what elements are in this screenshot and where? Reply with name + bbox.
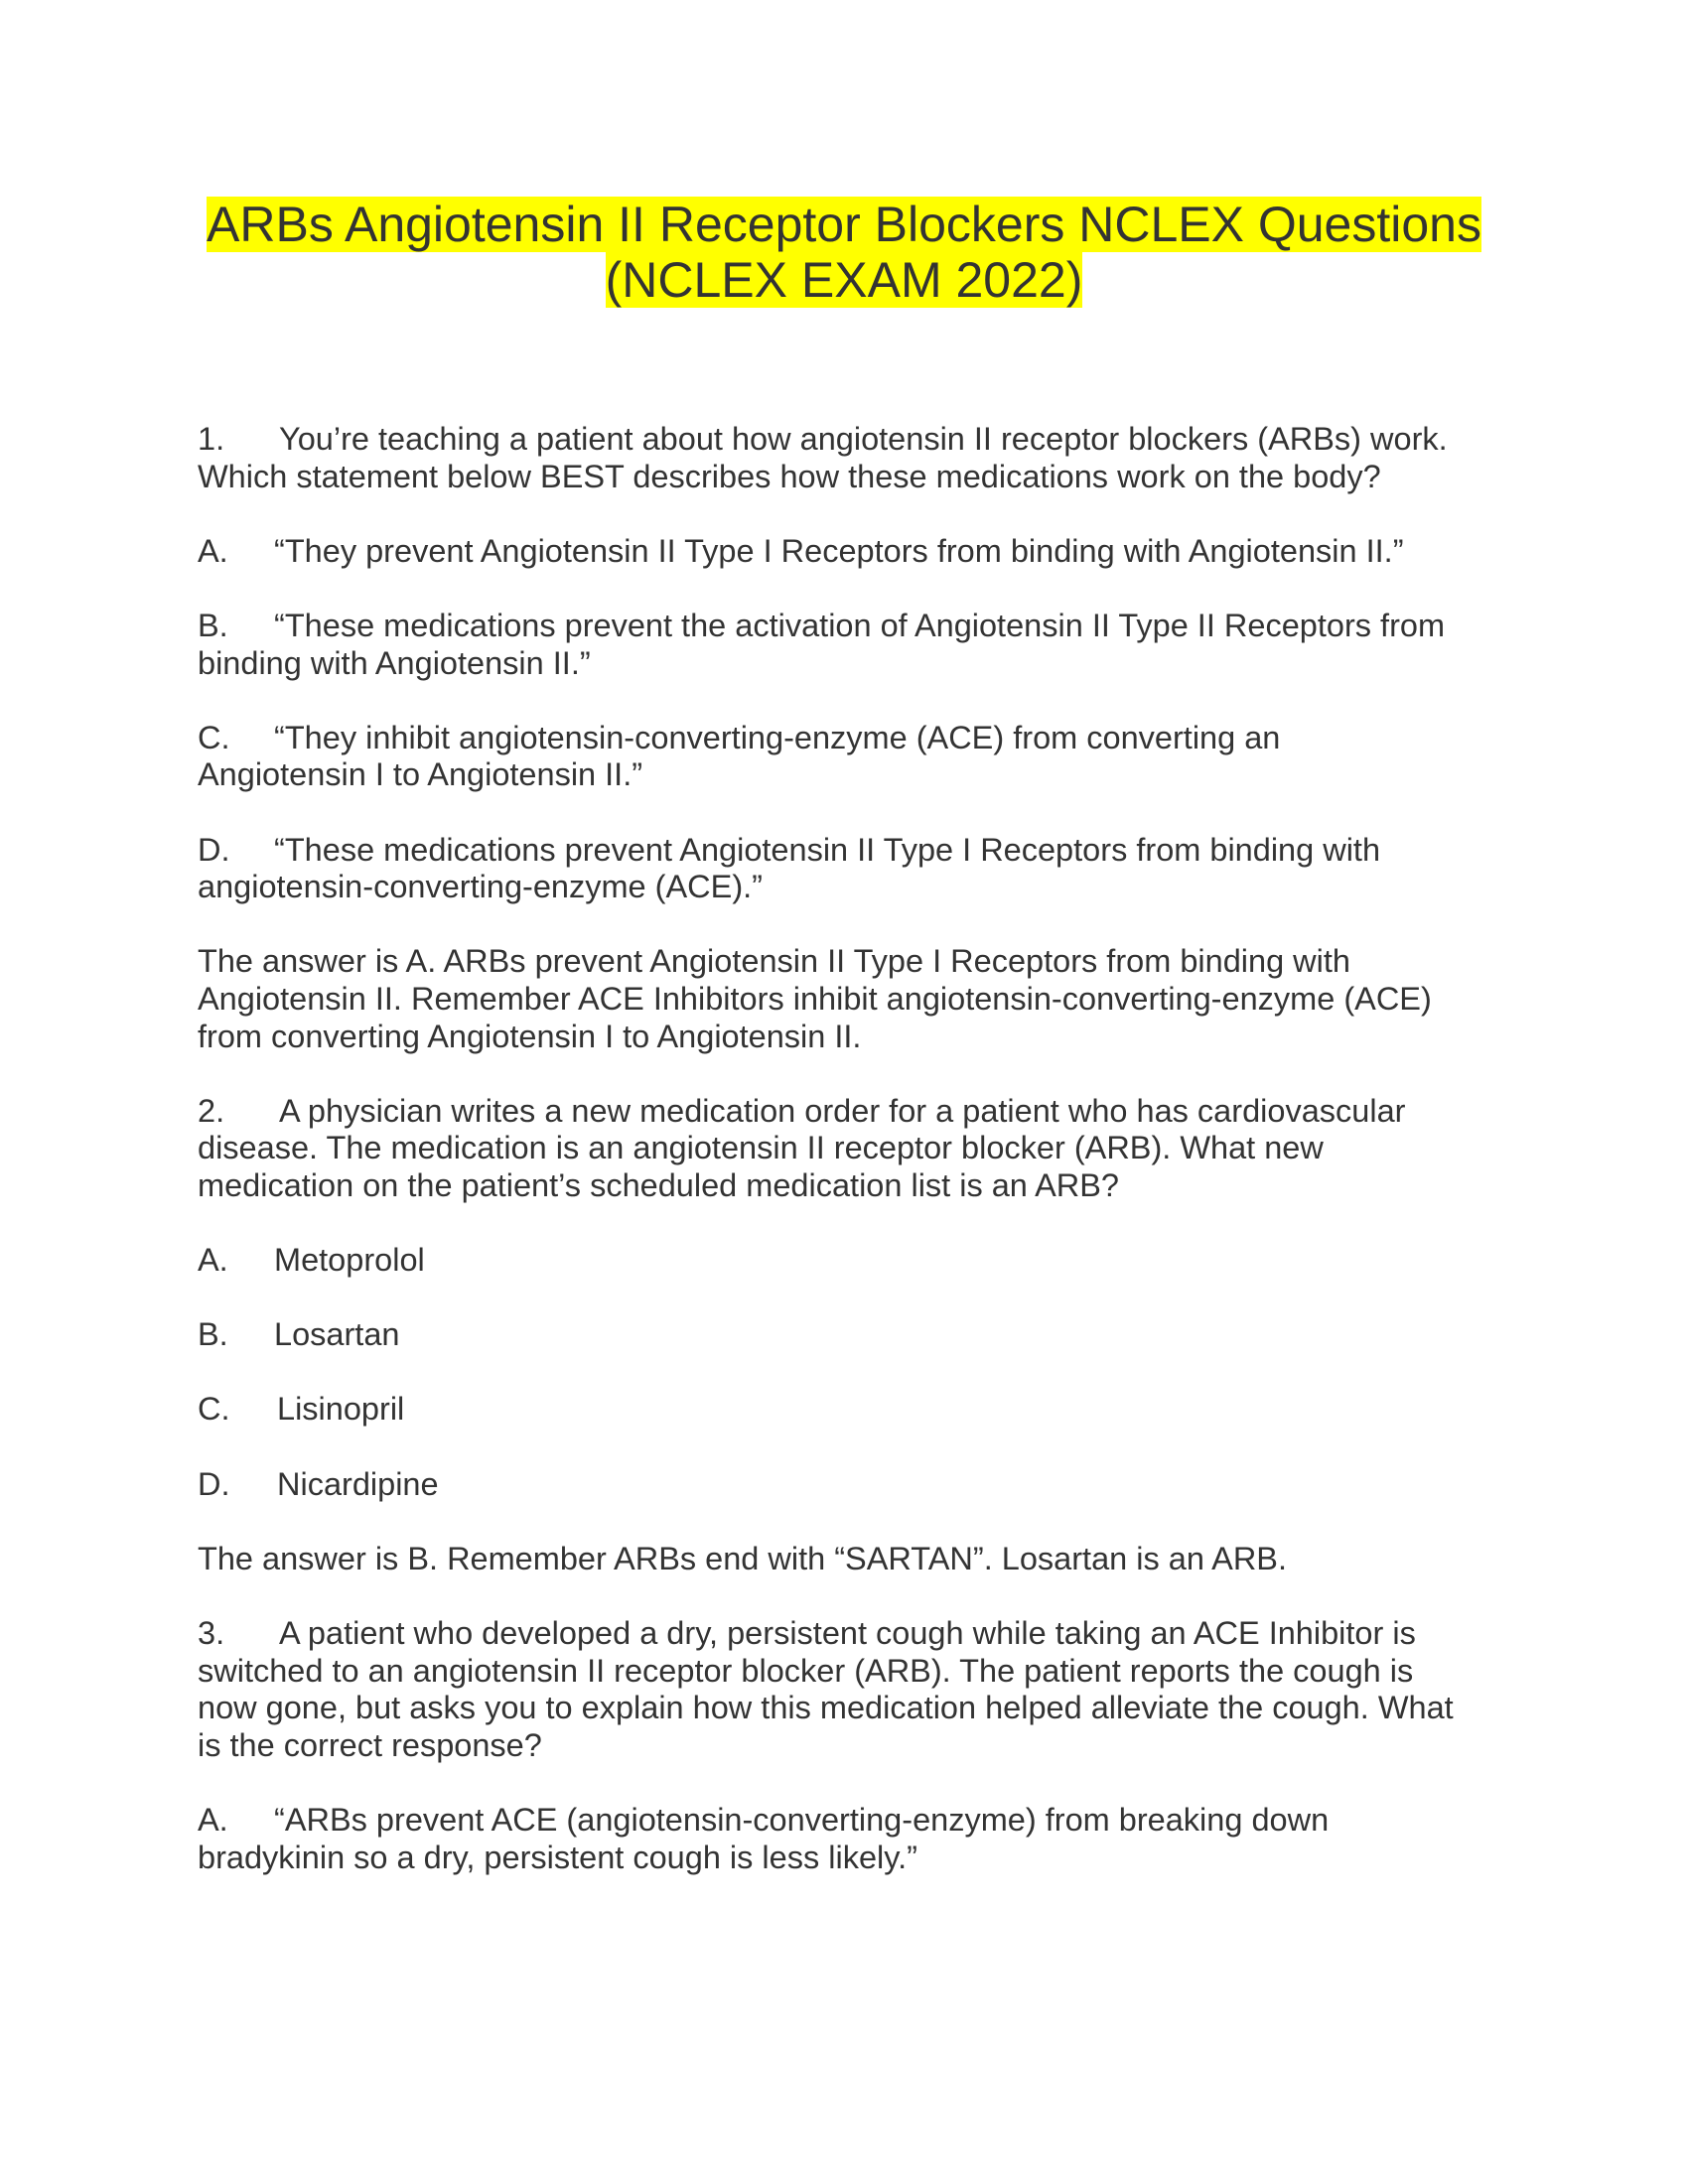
- q2-answer: The answer is B. Remember ARBs end with “SARTAN”. Losartan is an ARB.: [198, 1540, 1288, 1576]
- q1-answer: The answer is A. ARBs prevent Angiotensin II Type I Receptors from binding with Angiotensin II. Remember ACE Inhibitors inhibit angiotensin-converting-enzyme (ACE) from converting Angiotensin I to Angiotensin II.: [198, 943, 1432, 1054]
- title-line-1: ARBs Angiotensin II Receptor Blockers NCLEX Questions: [207, 197, 1481, 252]
- document-body: [198, 421, 1508, 1914]
- question-3: 3. A patient who developed a dry, persistent cough while taking an ACE Inhibitor is switched to an angiotensin II receptor blocker (ARB). The patient reports the cough is now gone, but asks you to explain how this medication helped alleviate the cough. What is the correct response?: [198, 1615, 1454, 1763]
- q2-option-b: B. Losartan: [198, 1316, 400, 1353]
- question-1: 1. You’re teaching a patient about how angiotensin II receptor blockers (ARBs) work. Which statement below BEST describes how these medications work on the body?: [198, 421, 1448, 494]
- q2-option-c: C. Lisinopril: [198, 1391, 405, 1428]
- q1-option-b: B. “These medications prevent the activation of Angiotensin II Type II Receptors from binding with Angiotensin II.”: [198, 607, 1446, 681]
- q1-option-c: C. “They inhibit angiotensin-converting-enzyme (ACE) from converting an Angiotensin I to Angiotensin II.”: [198, 719, 1281, 793]
- document-title: [0, 197, 1688, 308]
- q2-option-d: D. Nicardipine: [198, 1465, 439, 1502]
- title-line-2: (NCLEX EXAM 2022): [605, 252, 1083, 308]
- q1-option-d: D. “These medications prevent Angiotensin II Type I Receptors from binding with angiotensin-converting-enzyme (ACE).”: [198, 831, 1381, 905]
- q2-option-a: A. Metoprolol: [198, 1242, 425, 1279]
- q3-option-a: A. “ARBs prevent ACE (angiotensin-converting-enzyme) from breaking down bradykinin so a dry, persistent cough is less likely.”: [198, 1801, 1330, 1875]
- question-2: 2. A physician writes a new medication order for a patient who has cardiovascular disease. The medication is an angiotensin II receptor blocker (ARB). What new medication on the patient’s scheduled medication list is an ARB?: [198, 1092, 1406, 1203]
- q1-option-a: A. “They prevent Angiotensin II Type I Receptors from binding with Angiotensin II.”: [198, 532, 1404, 569]
